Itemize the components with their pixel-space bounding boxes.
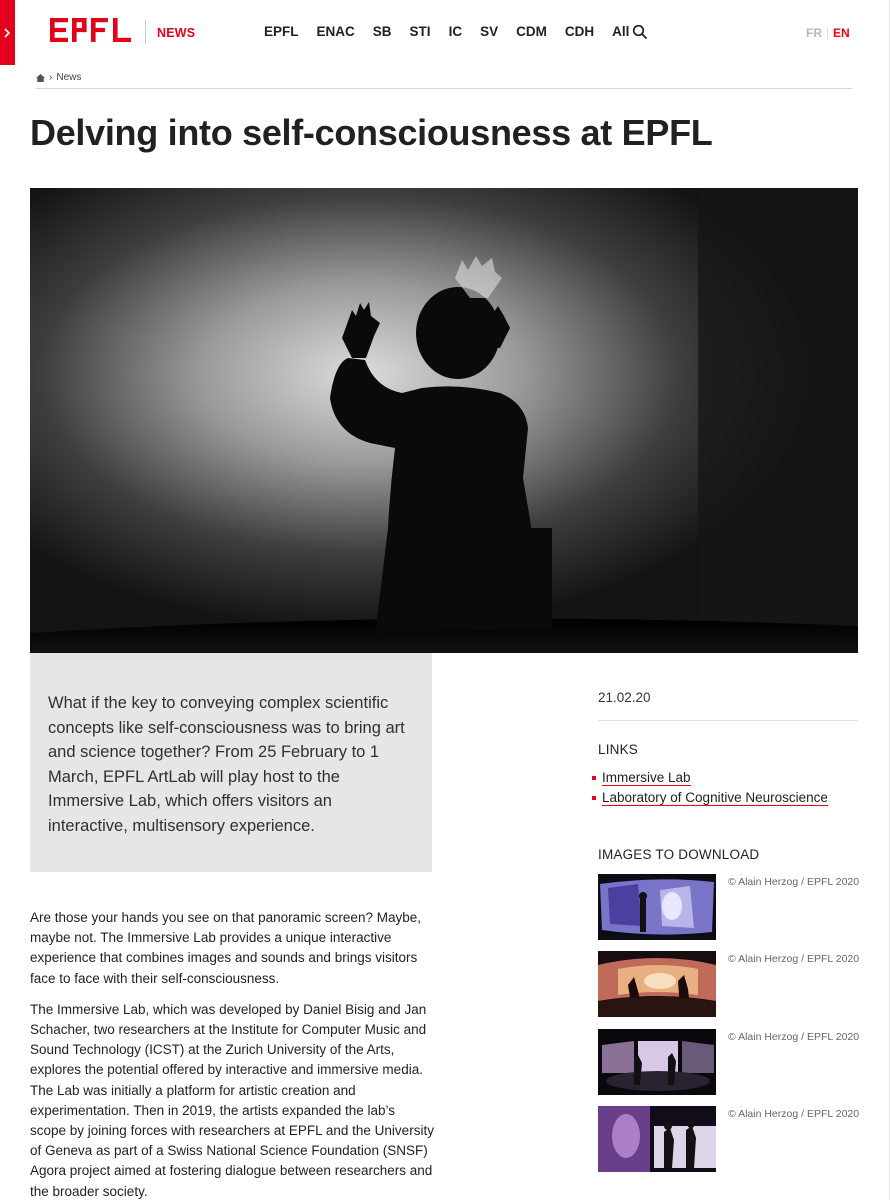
article-lead: What if the key to conveying complex scientific concepts like self-consciousness was to bring art and science together? From 25 February to 1 March, EPFL ArtLab will play host to the Immersive Lab, which offers visitors an interactive, multisensory experience. xyxy=(48,694,405,835)
link-immersive-lab[interactable]: Immersive Lab xyxy=(602,770,691,785)
thumbnail-photo xyxy=(598,1106,716,1172)
epfl-logo-mark xyxy=(50,18,134,42)
nav-item-sv[interactable]: SV xyxy=(480,24,499,39)
nav-item-epfl[interactable]: EPFL xyxy=(264,24,299,39)
section-label[interactable]: NEWS xyxy=(157,26,196,40)
breadcrumb-current[interactable]: News xyxy=(56,72,82,83)
nav-item-cdm[interactable]: CDM xyxy=(516,24,547,39)
article-paragraph: The Immersive Lab, which was developed by Daniel Bisig and Jan Schacher, two researchers at the Institute for Computer Music and Sound Technology (ICST) at the Zurich University of the Arts, explores the potential offered by interactive and immersive media. The Lab was initially a platform for artistic creation and experimentation. Then in 2019, the artists expanded the lab’s scope by joining forces with researchers at EPFL and the University of Geneva as part of a Swiss National Science Foundation (SNSF) Agora project aimed at fostering dialogue between researchers and the broader society. xyxy=(30,1001,434,1199)
nav-item-cdh[interactable]: CDH xyxy=(564,24,595,39)
link-cognitive-neuroscience[interactable]: Laboratory of Cognitive Neuroscience xyxy=(602,790,828,805)
site-header xyxy=(0,0,890,65)
lang-separator xyxy=(827,27,828,39)
download-image-thumbnail[interactable] xyxy=(598,1029,716,1095)
publication-date: 21.02.20 xyxy=(598,690,651,705)
chevron-right-icon xyxy=(4,28,11,38)
sidebar-divider xyxy=(598,720,858,721)
nav-item-ic[interactable]: IC xyxy=(448,24,463,39)
image-credit: © Alain Herzog / EPFL 2020 xyxy=(728,953,860,965)
thumbnail-photo xyxy=(598,951,716,1017)
article-lead-box xyxy=(30,653,432,872)
image-credit: © Alain Herzog / EPFL 2020 xyxy=(728,1031,860,1043)
article-paragraph: Are those your hands you see on that panoramic screen? Maybe, maybe not. The Immersive Lab provides a unique interactive experience that combines images and sounds and brings visitors face to face with their self-consciousness. xyxy=(30,910,421,986)
nav-item-sti[interactable]: STI xyxy=(409,24,431,39)
page-title: Delving into self-consciousness at EPFL xyxy=(30,112,713,153)
download-image-item xyxy=(598,951,858,1017)
hero-photo xyxy=(30,188,858,653)
nav-item-sb[interactable]: SB xyxy=(372,24,392,39)
lang-en-link[interactable]: EN xyxy=(833,26,850,40)
breadcrumb-divider xyxy=(36,88,852,89)
download-image-item xyxy=(598,1106,858,1172)
article-body xyxy=(30,908,434,1200)
download-image-item xyxy=(598,1029,858,1095)
links-list xyxy=(598,770,828,810)
lang-fr-link[interactable]: FR xyxy=(806,26,822,40)
hero-image xyxy=(30,188,858,653)
nav-item-enac[interactable]: ENAC xyxy=(316,24,355,39)
list-item xyxy=(598,790,828,810)
thumbnail-photo xyxy=(598,874,716,940)
side-menu-toggle[interactable] xyxy=(0,0,15,65)
links-heading: LINKS xyxy=(598,742,639,757)
search-icon[interactable] xyxy=(632,24,648,40)
breadcrumb-separator: › xyxy=(49,72,53,83)
language-switcher xyxy=(806,26,850,40)
thumbnail-photo xyxy=(598,1029,716,1095)
download-image-thumbnail[interactable] xyxy=(598,874,716,940)
logo-divider xyxy=(145,20,146,44)
nav-item-all[interactable]: All xyxy=(612,24,630,39)
epfl-logo[interactable] xyxy=(50,18,134,46)
download-image-thumbnail[interactable] xyxy=(598,951,716,1017)
download-image-thumbnail[interactable] xyxy=(598,1106,716,1172)
breadcrumb xyxy=(36,72,81,83)
list-item xyxy=(598,770,828,790)
image-credit: © Alain Herzog / EPFL 2020 xyxy=(728,876,860,888)
home-icon[interactable] xyxy=(36,74,45,82)
images-heading: IMAGES TO DOWNLOAD xyxy=(598,847,760,862)
download-image-item xyxy=(598,874,858,940)
top-navigation xyxy=(264,24,647,39)
image-credit: © Alain Herzog / EPFL 2020 xyxy=(728,1108,860,1120)
